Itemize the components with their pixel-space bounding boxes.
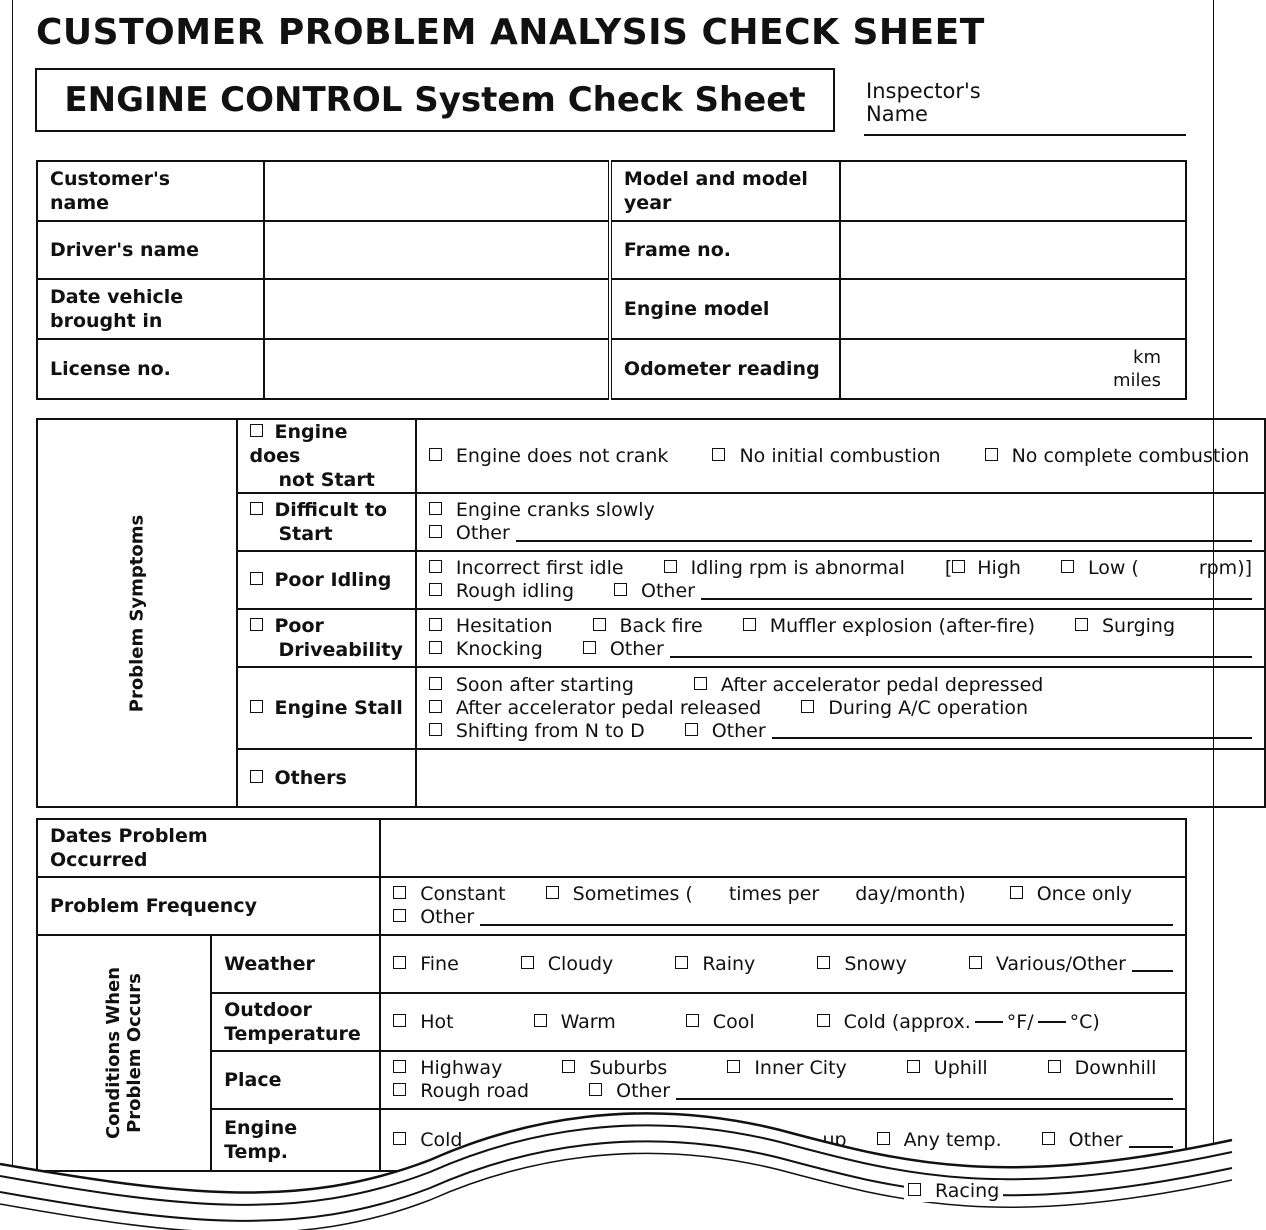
option-no-initial-combustion[interactable]: No initial combustion bbox=[712, 445, 940, 468]
option-no-complete-combustion[interactable]: No complete combustion bbox=[985, 445, 1250, 468]
option-incorrect-first-idle[interactable]: Incorrect first idle bbox=[429, 557, 624, 580]
option-cool[interactable]: Cool bbox=[686, 1011, 755, 1034]
weather-other-field[interactable] bbox=[1132, 956, 1173, 972]
poor-driveability-details bbox=[416, 609, 1265, 667]
option-after-pedal-depressed[interactable]: After accelerator pedal depressed bbox=[694, 674, 1043, 697]
poor-driveability-option[interactable]: Poor Driveability bbox=[237, 609, 416, 667]
option-after-pedal-released[interactable]: After accelerator pedal released bbox=[429, 697, 761, 720]
stall-other-field[interactable] bbox=[772, 723, 1252, 739]
option-knocking[interactable]: Knocking bbox=[429, 638, 543, 661]
license-no-label: License no. bbox=[37, 339, 264, 399]
page-left-edge bbox=[12, 0, 13, 1175]
customer-name-label: Customer's name bbox=[37, 161, 264, 221]
option-during-ac-operation[interactable]: During A/C operation bbox=[801, 697, 1028, 720]
vehicle-info-table bbox=[36, 160, 1187, 400]
problem-frequency-label: Problem Frequency bbox=[37, 877, 380, 935]
poor-idling-option[interactable]: Poor Idling bbox=[237, 551, 416, 609]
difficult-start-option[interactable]: Difficult to Start bbox=[237, 493, 416, 551]
drivers-name-field[interactable] bbox=[264, 221, 610, 279]
option-rainy[interactable]: Rainy bbox=[675, 953, 755, 976]
option-fine[interactable]: Fine bbox=[393, 953, 459, 976]
problem-frequency-details: Constant Sometimes ( times per day/month) Once only Other bbox=[380, 877, 1186, 935]
others-option[interactable]: Others bbox=[237, 749, 416, 807]
option-sometimes[interactable]: Sometimes ( bbox=[546, 883, 693, 906]
engine-not-start-option[interactable]: Engine does not Start bbox=[237, 419, 416, 493]
option-low[interactable]: Low ( bbox=[1061, 557, 1139, 580]
weather-details bbox=[380, 935, 1186, 993]
license-no-field[interactable] bbox=[264, 339, 610, 399]
option-frequency-other[interactable]: Other bbox=[393, 906, 474, 929]
model-year-label: Model and model year bbox=[610, 161, 840, 221]
option-engine-temp-other[interactable]: Other bbox=[1042, 1129, 1123, 1152]
difficult-other-field[interactable] bbox=[516, 526, 1252, 542]
option-inner-city[interactable]: Inner City bbox=[727, 1057, 846, 1080]
engine-not-start-details bbox=[416, 419, 1265, 493]
others-field[interactable] bbox=[416, 749, 1265, 807]
idling-other-field[interactable] bbox=[701, 584, 1252, 600]
engine-temp-label: Engine Temp. bbox=[211, 1109, 380, 1171]
option-difficult-other[interactable]: Other bbox=[429, 522, 510, 545]
option-once-only[interactable]: Once only bbox=[1010, 883, 1132, 906]
option-surging[interactable]: Surging bbox=[1075, 615, 1175, 638]
option-warm[interactable]: Warm bbox=[534, 1011, 616, 1034]
checkbox-icon bbox=[250, 424, 263, 437]
option-highway[interactable]: Highway bbox=[393, 1057, 502, 1080]
sheet-title: CUSTOMER PROBLEM ANALYSIS CHECK SHEET bbox=[36, 12, 985, 53]
frequency-other-field[interactable] bbox=[480, 910, 1173, 926]
option-engine-cold[interactable]: Cold bbox=[393, 1129, 462, 1152]
difficult-start-details bbox=[416, 493, 1265, 551]
option-warming-up[interactable]: up bbox=[822, 1128, 847, 1151]
option-idling-rpm-abnormal[interactable]: Idling rpm is abnormal bbox=[664, 557, 905, 580]
option-uphill[interactable]: Uphill bbox=[907, 1057, 988, 1080]
problem-symptoms-table bbox=[36, 418, 1266, 808]
odometer-field[interactable] bbox=[840, 339, 1186, 399]
engine-model-label: Engine model bbox=[610, 279, 840, 339]
option-constant[interactable]: Constant bbox=[393, 883, 505, 906]
dates-problem-label: Dates Problem Occurred bbox=[37, 819, 380, 877]
option-shifting-n-to-d[interactable]: Shifting from N to D bbox=[429, 720, 645, 743]
option-high[interactable]: High bbox=[952, 557, 1021, 580]
option-snowy[interactable]: Snowy bbox=[817, 953, 907, 976]
model-year-field[interactable] bbox=[840, 161, 1186, 221]
outdoor-temperature-details: Hot Warm Cool Cold (approx. °F/ °C) bbox=[380, 993, 1186, 1051]
problem-symptoms-section-label: Problem Symptoms bbox=[37, 419, 237, 807]
option-stall-other[interactable]: Other bbox=[685, 720, 766, 743]
temp-f-field[interactable] bbox=[975, 1021, 1003, 1023]
engine-stall-option[interactable]: Engine Stall bbox=[237, 667, 416, 749]
option-engine-cranks-slowly[interactable]: Engine cranks slowly bbox=[429, 499, 655, 522]
drive-other-field[interactable] bbox=[670, 642, 1252, 658]
conditions-section-label: Conditions When Problem Occurs bbox=[37, 935, 211, 1171]
option-any-temp[interactable]: Any temp. bbox=[877, 1129, 1002, 1152]
option-place-other[interactable]: Other bbox=[589, 1080, 670, 1103]
option-suburbs[interactable]: Suburbs bbox=[562, 1057, 667, 1080]
frame-no-label: Frame no. bbox=[610, 221, 840, 279]
frame-no-field[interactable] bbox=[840, 221, 1186, 279]
date-brought-field[interactable] bbox=[264, 279, 610, 339]
option-cold[interactable]: Cold (approx. bbox=[817, 1011, 971, 1034]
poor-idling-details: Incorrect first idle Idling rpm is abnormal [ High Low ( rpm)] Rough idling Other bbox=[416, 551, 1265, 609]
option-hesitation[interactable]: Hesitation bbox=[429, 615, 553, 638]
weather-label: Weather bbox=[211, 935, 380, 993]
racing-option[interactable]: Racing bbox=[904, 1180, 1003, 1202]
option-hot[interactable]: Hot bbox=[393, 1011, 453, 1034]
inspector-name-field[interactable] bbox=[864, 134, 1186, 136]
drivers-name-label: Driver's name bbox=[37, 221, 264, 279]
sheet-subtitle: ENGINE CONTROL System Check Sheet bbox=[64, 80, 806, 120]
option-engine-does-not-crank[interactable]: Engine does not crank bbox=[429, 445, 669, 468]
odometer-miles: miles bbox=[1113, 370, 1161, 391]
option-muffler-explosion[interactable]: Muffler explosion (after-fire) bbox=[743, 615, 1035, 638]
option-drive-other[interactable]: Other bbox=[583, 638, 664, 661]
sheet-subtitle-box bbox=[35, 68, 835, 132]
inspector-name-label: Inspector's Name bbox=[866, 79, 981, 126]
temp-c-field[interactable] bbox=[1038, 1021, 1066, 1023]
customer-name-field[interactable] bbox=[264, 161, 610, 221]
option-various-other[interactable]: Various/Other bbox=[969, 953, 1126, 976]
odometer-km: km bbox=[1133, 347, 1161, 368]
option-downhill[interactable]: Downhill bbox=[1048, 1057, 1157, 1080]
option-soon-after-starting[interactable]: Soon after starting bbox=[429, 674, 634, 697]
place-label: Place bbox=[211, 1051, 380, 1109]
place-other-field[interactable] bbox=[676, 1084, 1173, 1100]
option-rough-idling[interactable]: Rough idling bbox=[429, 580, 574, 603]
outdoor-temperature-label: Outdoor Temperature bbox=[211, 993, 380, 1051]
torn-page-edge bbox=[0, 1100, 1232, 1230]
engine-model-field[interactable] bbox=[840, 279, 1186, 339]
engine-stall-details bbox=[416, 667, 1265, 749]
dates-problem-field[interactable] bbox=[380, 819, 1186, 877]
option-cloudy[interactable]: Cloudy bbox=[521, 953, 614, 976]
option-rough-road[interactable]: Rough road bbox=[393, 1080, 529, 1103]
option-back-fire[interactable]: Back fire bbox=[593, 615, 703, 638]
option-idling-other[interactable]: Other bbox=[614, 580, 695, 603]
date-brought-label: Date vehicle brought in bbox=[37, 279, 264, 339]
odometer-label: Odometer reading bbox=[610, 339, 840, 399]
